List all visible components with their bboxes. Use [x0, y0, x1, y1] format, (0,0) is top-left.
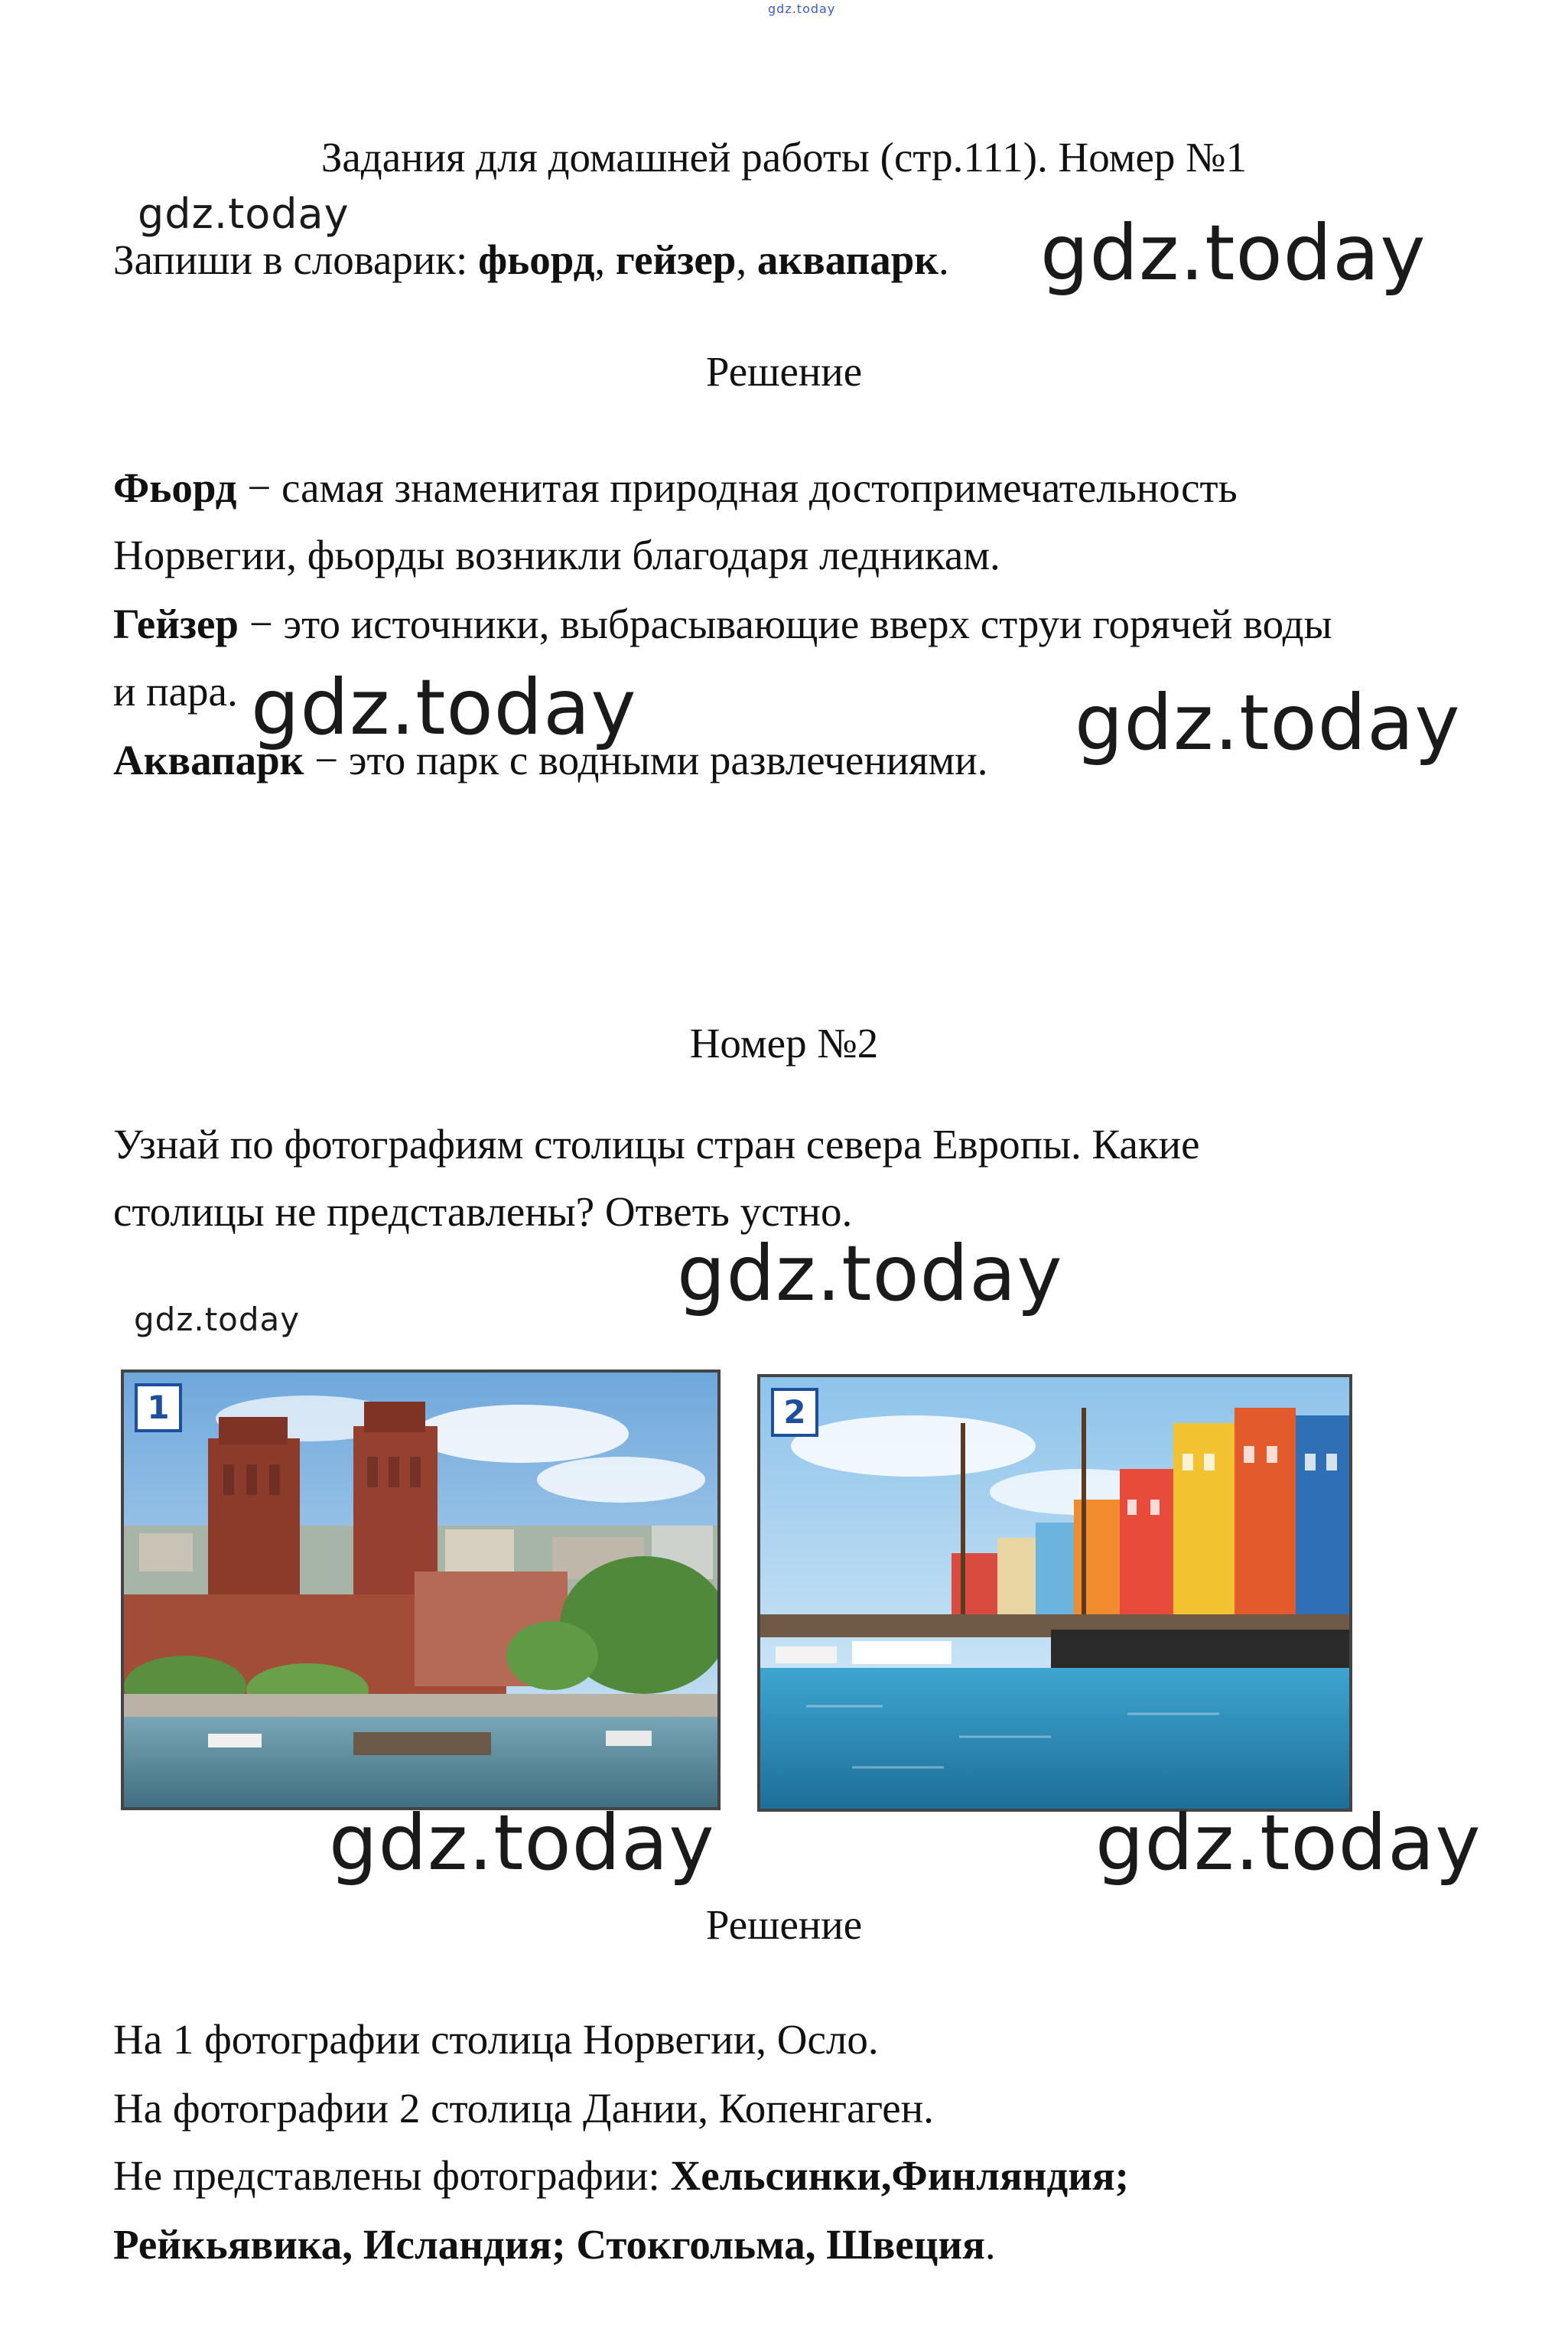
- answer-line4-bold: Рейкьявика, Исландия; Стокгольма, Швеция: [113, 2221, 985, 2268]
- watermark-large: gdz.today: [677, 1229, 1063, 1318]
- answer-line3-prefix: Не представлены фотографии:: [113, 2152, 671, 2199]
- photo-number-badge: 1: [135, 1383, 182, 1432]
- photo-number-badge: 2: [771, 1388, 818, 1437]
- answer-line3-bold: Хельсинки,Финляндия;: [670, 2152, 1129, 2199]
- answer-line1: На 1 фотографии столица Норвегии, Осло.: [113, 2016, 879, 2063]
- term-geyser: гейзер: [615, 236, 737, 283]
- period: .: [939, 236, 949, 283]
- photo-copenhagen: [757, 1374, 1352, 1812]
- watermark-top: gdz.today: [768, 2, 836, 16]
- definition-geyser-line2: и пара.: [113, 668, 238, 715]
- watermark-small: gdz.today: [134, 1301, 301, 1338]
- task2-prompt-line2: столицы не представлены? Ответь устно.: [113, 1188, 853, 1235]
- definition-fjord: [113, 454, 1238, 522]
- task2-prompt-line1: Узнай по фотографиям столицы стран севера Европы. Какие: [113, 1121, 1200, 1168]
- watermark-small: gdz.today: [138, 190, 350, 238]
- watermark-large: gdz.today: [1095, 1798, 1482, 1887]
- task1-header: Задания для домашней работы (стр.111). Номер №1: [320, 134, 1248, 181]
- definition-aquapark-term: Аквапарк: [113, 737, 304, 783]
- period: .: [984, 2221, 996, 2268]
- oslo-illustration: [124, 1373, 717, 1807]
- watermark-large: gdz.today: [251, 663, 637, 752]
- watermark-large: gdz.today: [329, 1798, 715, 1887]
- task1-solution-label: Решение: [705, 348, 863, 395]
- copenhagen-illustration: [760, 1377, 1349, 1809]
- answer-line2: На фотографии 2 столица Дании, Копенгаген.: [113, 2085, 934, 2132]
- watermark-large: gdz.today: [1075, 678, 1461, 767]
- definition-fjord-text: − самая знаменитая природная достопримечательность: [236, 464, 1238, 511]
- answer-line4: [113, 2211, 996, 2278]
- term-aquapark: аквапарк: [756, 236, 939, 283]
- answer-line3: [113, 2142, 1129, 2210]
- definition-fjord-line2: Норвегии, фьорды возникли благодаря ледникам.: [113, 532, 1000, 578]
- watermark-large: gdz.today: [1040, 208, 1426, 298]
- separator: ,: [594, 236, 616, 283]
- definition-geyser-text: − это источники, выбрасывающие вверх струи горячей воды: [239, 601, 1332, 647]
- photo-oslo: [121, 1370, 721, 1810]
- definition-geyser: [113, 591, 1332, 658]
- task1-prompt-prefix: Запиши в словарик:: [113, 236, 479, 283]
- definition-fjord-term: Фьорд: [113, 464, 237, 511]
- definition-geyser-term: Гейзер: [113, 601, 239, 647]
- term-fjord: фьорд: [478, 236, 595, 283]
- task2-solution-label: Решение: [705, 1901, 863, 1948]
- separator: ,: [736, 236, 757, 283]
- definition-aquapark-text: − это парк с водными развлечениями.: [304, 737, 988, 783]
- task2-header: Номер №2: [689, 1020, 879, 1067]
